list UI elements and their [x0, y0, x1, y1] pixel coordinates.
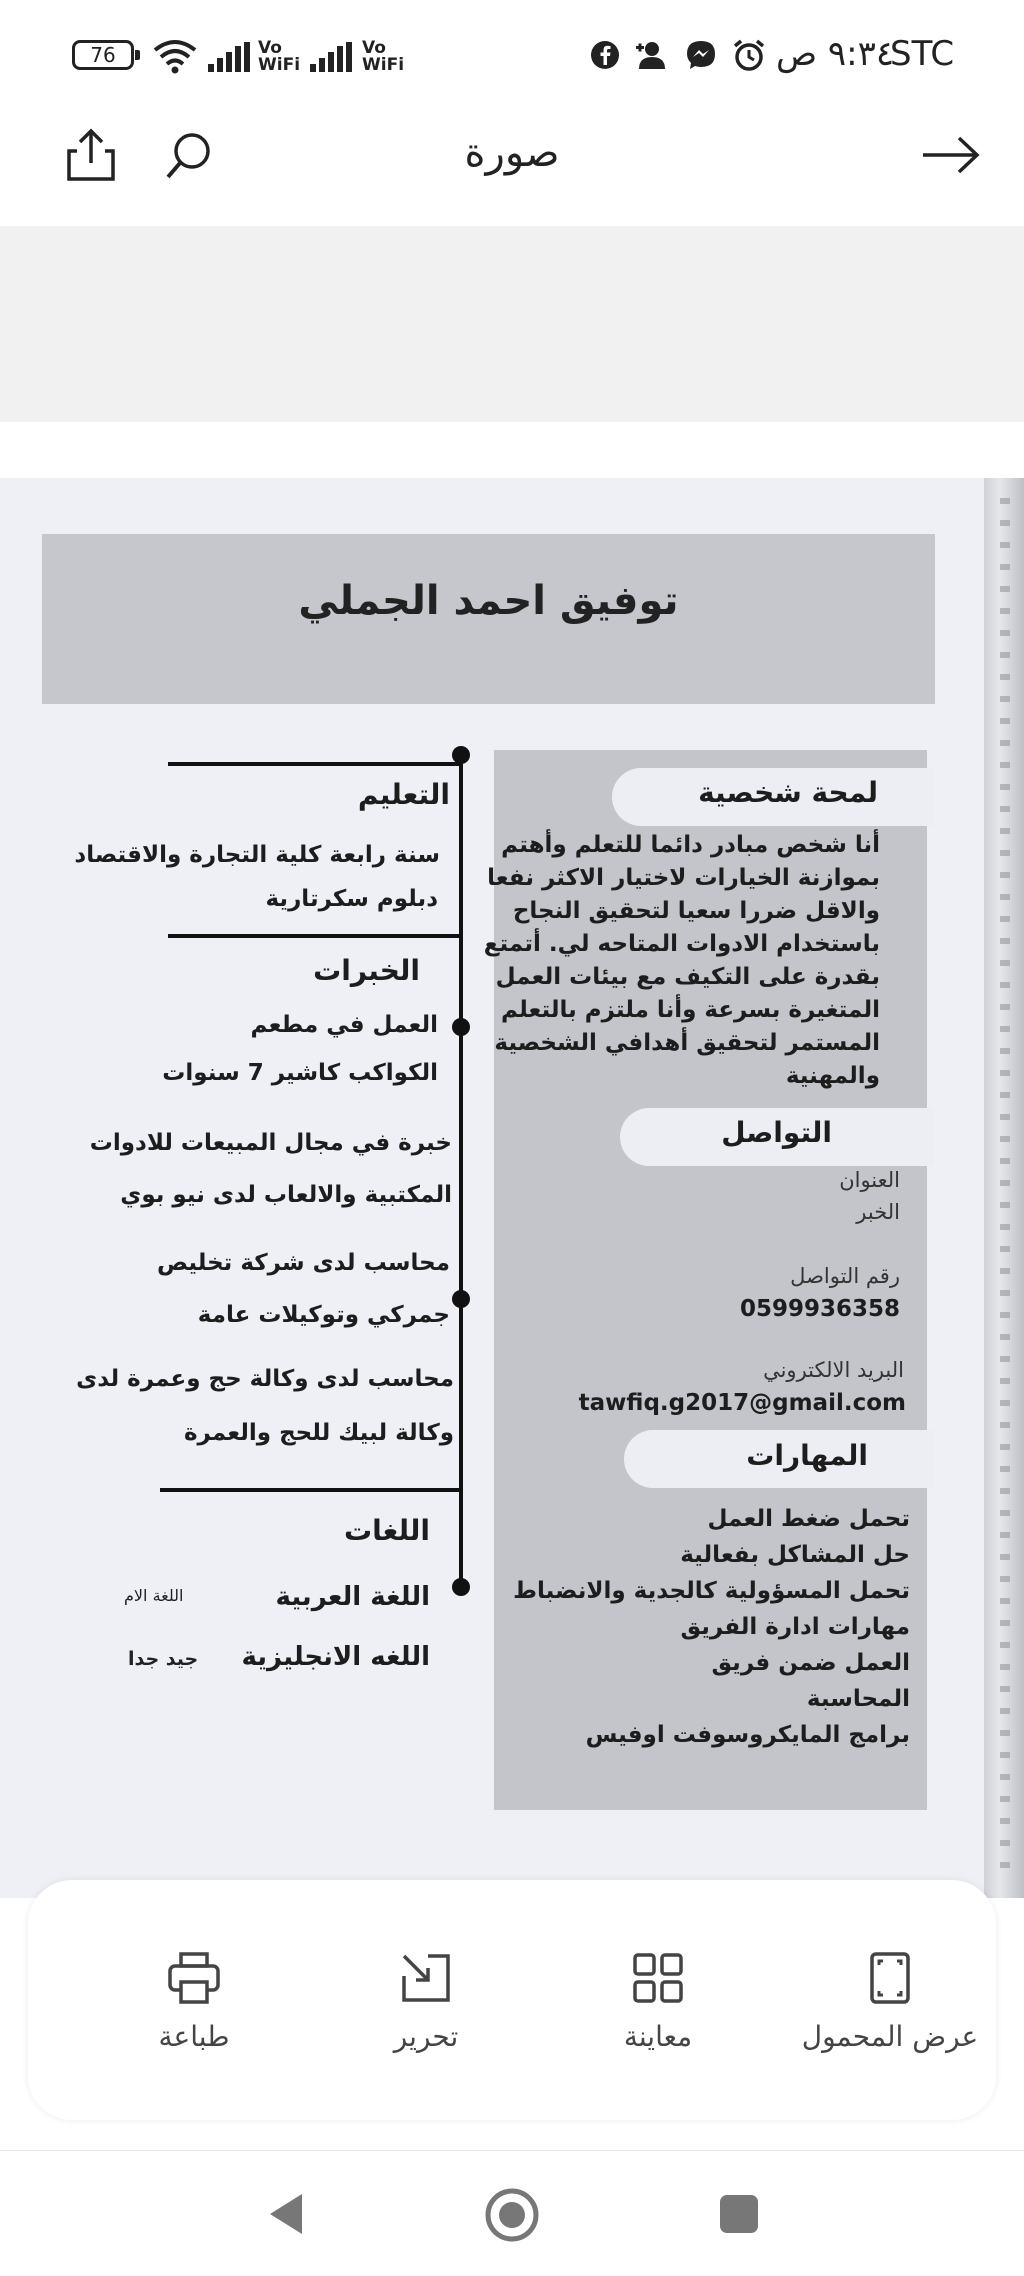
edit-button[interactable]: [326, 1880, 526, 2120]
skill-item: المحاسبة: [806, 1686, 910, 1712]
profile-line: والمهنية: [785, 1063, 880, 1089]
mobile-view-button[interactable]: [790, 1880, 990, 2120]
profile-line: المتغيرة بسرعة وأنا ملتزم بالتعلم: [501, 997, 880, 1023]
action-label: تحرير: [393, 2020, 459, 2053]
profile-line: باستخدام الادوات المتاحه لي. أتمتع: [483, 931, 880, 957]
phone-label: رقم التواصل: [790, 1264, 900, 1288]
experience-line: محاسب لدى شركة تخليص: [156, 1250, 450, 1276]
content-header-band: [0, 226, 1024, 422]
timeline-dot: [452, 1290, 470, 1308]
timeline-dot: [452, 1578, 470, 1596]
person-name: توفيق احمد الجملي: [298, 578, 679, 624]
language-level: جيد جدا: [128, 1648, 199, 1670]
experience-line: الكواكب كاشير 7 سنوات: [162, 1060, 438, 1086]
language-level: اللغة الام: [124, 1586, 184, 1605]
experience-line: وكالة لبيك للحج والعمرة: [183, 1420, 454, 1446]
education-line: سنة رابعة كلية التجارة والاقتصاد: [74, 842, 440, 868]
timeline-dot: [452, 1018, 470, 1036]
skill-item: حل المشاكل بفعالية: [680, 1542, 910, 1568]
print-icon: [166, 1950, 222, 2006]
vowifi-label-bottom: WiFi: [258, 55, 301, 75]
share-icon: [65, 127, 117, 183]
languages-heading: اللغات: [344, 1514, 430, 1547]
wifi-icon: [152, 38, 198, 74]
experience-line: جمركي وتوكيلات عامة: [197, 1302, 450, 1328]
action-label: معاينة: [623, 2020, 693, 2053]
education-heading: التعليم: [357, 778, 450, 811]
profile-line: بقدرة على التكيف مع بيئات العمل: [495, 964, 880, 990]
print-button[interactable]: [94, 1880, 294, 2120]
home-icon[interactable]: [484, 2187, 540, 2243]
recents-icon[interactable]: [718, 2193, 760, 2235]
back-icon[interactable]: [266, 2191, 306, 2237]
address-value: الخبر: [856, 1200, 900, 1224]
document-photo: [0, 478, 1024, 1898]
alarm-icon: [732, 38, 766, 72]
clock: ٩:٣٤ ص: [776, 34, 895, 74]
edit-icon: [398, 1950, 454, 2006]
search-icon: [161, 127, 217, 183]
navigation-bar: [0, 2150, 1024, 2276]
skill-item: تحمل المسؤولية كالجدية والانضباط: [513, 1578, 910, 1604]
skill-item: برامج المايكروسوفت اوفيس: [585, 1722, 910, 1748]
skill-item: تحمل ضغط العمل: [707, 1506, 910, 1532]
paper: [0, 478, 1010, 1898]
signal-icon: [208, 42, 252, 72]
fullscreen-icon: [862, 1950, 918, 2006]
language-name: اللغة العربية: [275, 1582, 430, 1612]
experience-line: المكتبية والالعاب لدى نيو بوي: [120, 1182, 452, 1208]
facebook-icon: [590, 40, 620, 70]
divider: [160, 1488, 460, 1492]
battery-level: 76: [90, 43, 116, 67]
profile-heading: لمحة شخصية: [698, 776, 878, 809]
profile-line: بموازنة الخيارات لاختيار الاكثر نفعا: [487, 865, 880, 891]
contact-heading: التواصل: [721, 1116, 832, 1149]
action-sheet: [28, 1880, 996, 2120]
language-name: اللغه الانجليزية: [241, 1642, 430, 1672]
skill-item: العمل ضمن فريق: [711, 1650, 910, 1676]
share-button[interactable]: [56, 120, 126, 190]
skill-item: مهارات ادارة الفريق: [680, 1614, 910, 1640]
profile-line: والاقل ضررا سعيا لتحقيق النجاح: [512, 898, 880, 924]
experience-line: محاسب لدى وكالة حج وعمرة لدى: [76, 1366, 454, 1392]
carrier-name: STC: [890, 34, 955, 74]
experience-line: العمل في مطعم: [250, 1012, 438, 1038]
search-button[interactable]: [154, 120, 224, 190]
skills-heading: المهارات: [746, 1439, 868, 1472]
status-bar: [0, 0, 1024, 110]
messenger-icon: [686, 40, 716, 70]
page-title: صورة: [464, 130, 560, 176]
profile-line: أنا شخص مبادر دائما للتعلم وأهتم: [501, 832, 880, 858]
experience-heading: الخبرات: [313, 954, 420, 987]
experience-line: خبرة في مجال المبيعات للادوات: [89, 1130, 452, 1156]
back-button[interactable]: [916, 120, 986, 190]
battery-icon: [72, 40, 134, 70]
education-line: دبلوم سكرتارية: [265, 886, 438, 912]
divider: [168, 762, 460, 766]
vowifi-label-bottom-2: WiFi: [362, 55, 405, 75]
signal-icon-2: [310, 42, 354, 72]
phone-value: 0599936358: [739, 1296, 900, 1322]
divider: [168, 934, 460, 938]
person-add-icon: [636, 40, 670, 70]
arrow-forward-icon: [921, 135, 981, 175]
grid-icon: [630, 1950, 686, 2006]
profile-line: المستمر لتحقيق أهدافي الشخصية: [494, 1030, 880, 1056]
vowifi-label-top-2: Vo: [362, 38, 386, 58]
email-label: البريد الالكتروني: [763, 1358, 904, 1382]
preview-button[interactable]: [558, 1880, 758, 2120]
email-value: tawfiq.g2017@gmail.com: [578, 1390, 906, 1416]
vowifi-label-top: Vo: [258, 38, 282, 58]
address-label: العنوان: [839, 1168, 900, 1192]
action-label: طباعة: [158, 2020, 230, 2053]
timeline-line: [459, 754, 463, 1594]
action-label: عرض المحمول: [801, 2020, 979, 2053]
sheet-protector-holes: [1000, 498, 1010, 1878]
